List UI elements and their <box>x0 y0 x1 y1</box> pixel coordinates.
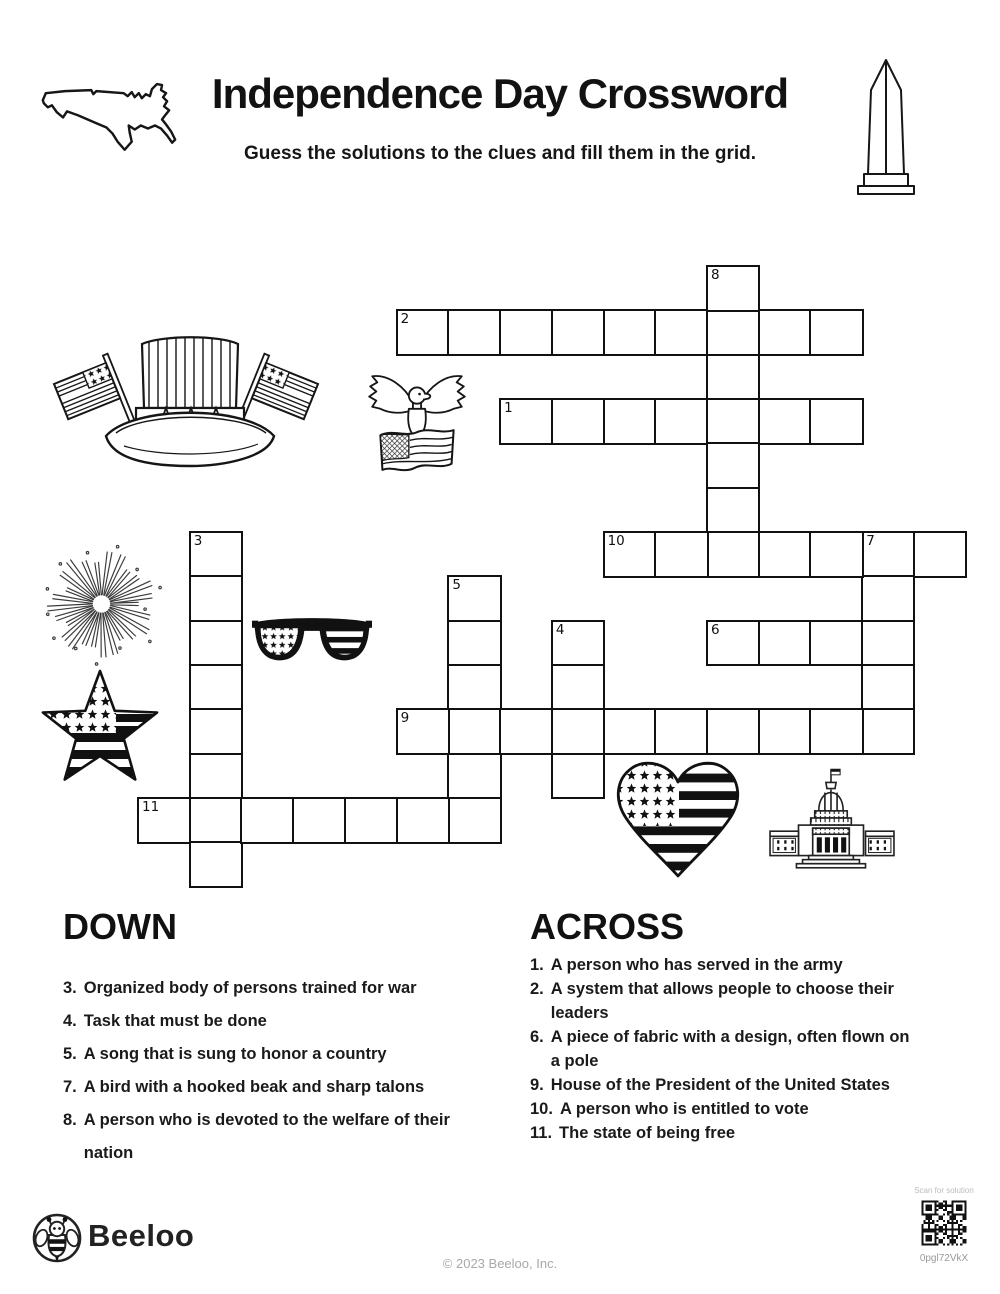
brand-wordmark: Beeloo <box>88 1218 195 1253</box>
across-clues-section <box>530 906 975 1145</box>
capitol-building-icon <box>768 766 896 870</box>
grid-cell[interactable] <box>758 398 812 445</box>
grid-cell[interactable] <box>654 531 708 578</box>
grid-cell[interactable] <box>396 309 450 356</box>
grid-cell[interactable] <box>551 664 605 711</box>
down-clue-7: 7. A bird with a hooked beak and sharp talons <box>63 1078 425 1096</box>
grid-cell[interactable] <box>809 398 863 445</box>
grid-cell[interactable] <box>344 797 398 844</box>
cell-number: 6 <box>711 621 720 638</box>
cell-number: 4 <box>555 621 565 638</box>
grid-cell[interactable] <box>499 309 553 356</box>
grid-cell[interactable] <box>240 797 294 844</box>
grid-cell[interactable] <box>189 797 243 844</box>
page-subtitle: Guess the solutions to the clues and fill them in the grid. <box>244 143 756 164</box>
down-clue-4: 4. Task that must be done <box>63 1012 267 1030</box>
grid-cell[interactable] <box>706 531 760 578</box>
grid-cell[interactable] <box>551 753 605 800</box>
grid-cell[interactable] <box>447 575 501 622</box>
grid-cell[interactable] <box>706 309 760 356</box>
grid-cell[interactable] <box>189 841 243 888</box>
grid-cell[interactable] <box>447 797 501 844</box>
grid-cell[interactable] <box>396 708 450 755</box>
uncle-sam-hat-flags-icon <box>50 332 322 470</box>
across-clue-list <box>530 953 975 1145</box>
cell-number: 11 <box>142 798 160 815</box>
grid-cell[interactable] <box>706 398 760 445</box>
eagle-flag-icon <box>362 362 472 480</box>
across-heading: ACROSS <box>530 906 685 947</box>
flag-star-icon <box>34 668 166 792</box>
cell-number: 1 <box>504 399 513 416</box>
copyright-text: © 2023 Beeloo, Inc. <box>442 1256 558 1271</box>
across-clue-1: 1. A person who has served in the army <box>530 956 843 974</box>
grid-cell[interactable] <box>861 664 915 711</box>
cell-number: 10 <box>607 532 625 549</box>
grid-cell[interactable] <box>861 575 915 622</box>
grid-cell[interactable] <box>603 398 657 445</box>
cell-number: 7 <box>866 532 875 549</box>
grid-cell[interactable] <box>809 620 863 667</box>
washington-monument-icon <box>856 56 916 198</box>
grid-cell[interactable] <box>758 708 812 755</box>
grid-cell[interactable] <box>447 309 501 356</box>
grid-cell[interactable] <box>447 708 501 755</box>
grid-cell[interactable] <box>706 487 760 534</box>
grid-cell[interactable] <box>551 708 605 755</box>
grid-cell[interactable] <box>603 309 657 356</box>
qr-code <box>917 1196 971 1250</box>
page-title: Independence Day Crossword <box>211 70 789 117</box>
qr-caption: Scan for solution <box>914 1186 974 1195</box>
grid-cell[interactable] <box>189 620 243 667</box>
grid-cell[interactable] <box>758 620 812 667</box>
across-clue-11: 11. The state of being free <box>530 1124 736 1142</box>
cell-number: 3 <box>193 532 203 549</box>
grid-cell[interactable] <box>861 708 915 755</box>
down-clue-list <box>63 972 508 1170</box>
flag-sunglasses-icon <box>252 614 372 668</box>
grid-cell[interactable] <box>603 531 657 578</box>
fireworks-icon <box>28 543 176 669</box>
down-heading: DOWN <box>63 906 177 947</box>
grid-cell[interactable] <box>758 531 812 578</box>
grid-cell[interactable] <box>913 531 967 578</box>
grid-cell[interactable] <box>654 708 708 755</box>
us-map-icon <box>36 78 184 174</box>
across-clue-9: 9. House of the President of the United States <box>530 1076 890 1094</box>
grid-cell[interactable] <box>189 753 243 800</box>
grid-cell[interactable] <box>447 753 501 800</box>
grid-cell[interactable] <box>499 398 553 445</box>
qr-code-text: 0pgl72VkX <box>919 1253 969 1264</box>
cell-number: 8 <box>711 267 720 283</box>
grid-cell[interactable] <box>396 797 450 844</box>
grid-cell[interactable] <box>447 620 501 667</box>
grid-cell[interactable] <box>758 309 812 356</box>
grid-cell[interactable] <box>706 708 760 755</box>
grid-cell[interactable] <box>809 531 863 578</box>
grid-cell[interactable] <box>809 309 863 356</box>
grid-cell[interactable] <box>447 664 501 711</box>
grid-cell[interactable] <box>706 265 760 312</box>
cell-number: 9 <box>400 710 410 727</box>
down-clue-3: 3. Organized body of persons trained for war <box>63 979 417 997</box>
across-clue-6: 6. A piece of fabric with a design, often flown on a pole <box>530 1028 910 1070</box>
down-clue-5: 5. A song that is sung to honor a country <box>63 1045 387 1063</box>
down-clue-8: 8. A person who is devoted to the welfare of their nation <box>63 1111 450 1162</box>
grid-cell[interactable] <box>189 708 243 755</box>
grid-cell[interactable] <box>551 398 605 445</box>
grid-cell[interactable] <box>861 531 915 578</box>
grid-cell[interactable] <box>654 309 708 356</box>
grid-cell[interactable] <box>861 620 915 667</box>
grid-cell[interactable] <box>499 708 553 755</box>
down-clues-section <box>63 906 508 1170</box>
grid-cell[interactable] <box>189 575 243 622</box>
across-clue-10: 10. A person who is entitled to vote <box>530 1100 809 1118</box>
grid-cell[interactable] <box>654 398 708 445</box>
grid-cell[interactable] <box>706 620 760 667</box>
grid-cell[interactable] <box>137 797 191 844</box>
grid-cell[interactable] <box>603 708 657 755</box>
grid-cell[interactable] <box>551 620 605 667</box>
grid-cell[interactable] <box>551 309 605 356</box>
grid-cell[interactable] <box>292 797 346 844</box>
grid-cell[interactable] <box>189 664 243 711</box>
across-clue-2: 2. A system that allows people to choose their leaders <box>530 980 894 1022</box>
cell-number: 5 <box>452 577 461 594</box>
grid-cell[interactable] <box>189 531 243 578</box>
grid-cell[interactable] <box>809 708 863 755</box>
grid-cell[interactable] <box>706 442 760 489</box>
flag-heart-icon <box>612 755 744 883</box>
cell-number: 2 <box>400 311 410 328</box>
grid-cell[interactable] <box>706 354 760 401</box>
